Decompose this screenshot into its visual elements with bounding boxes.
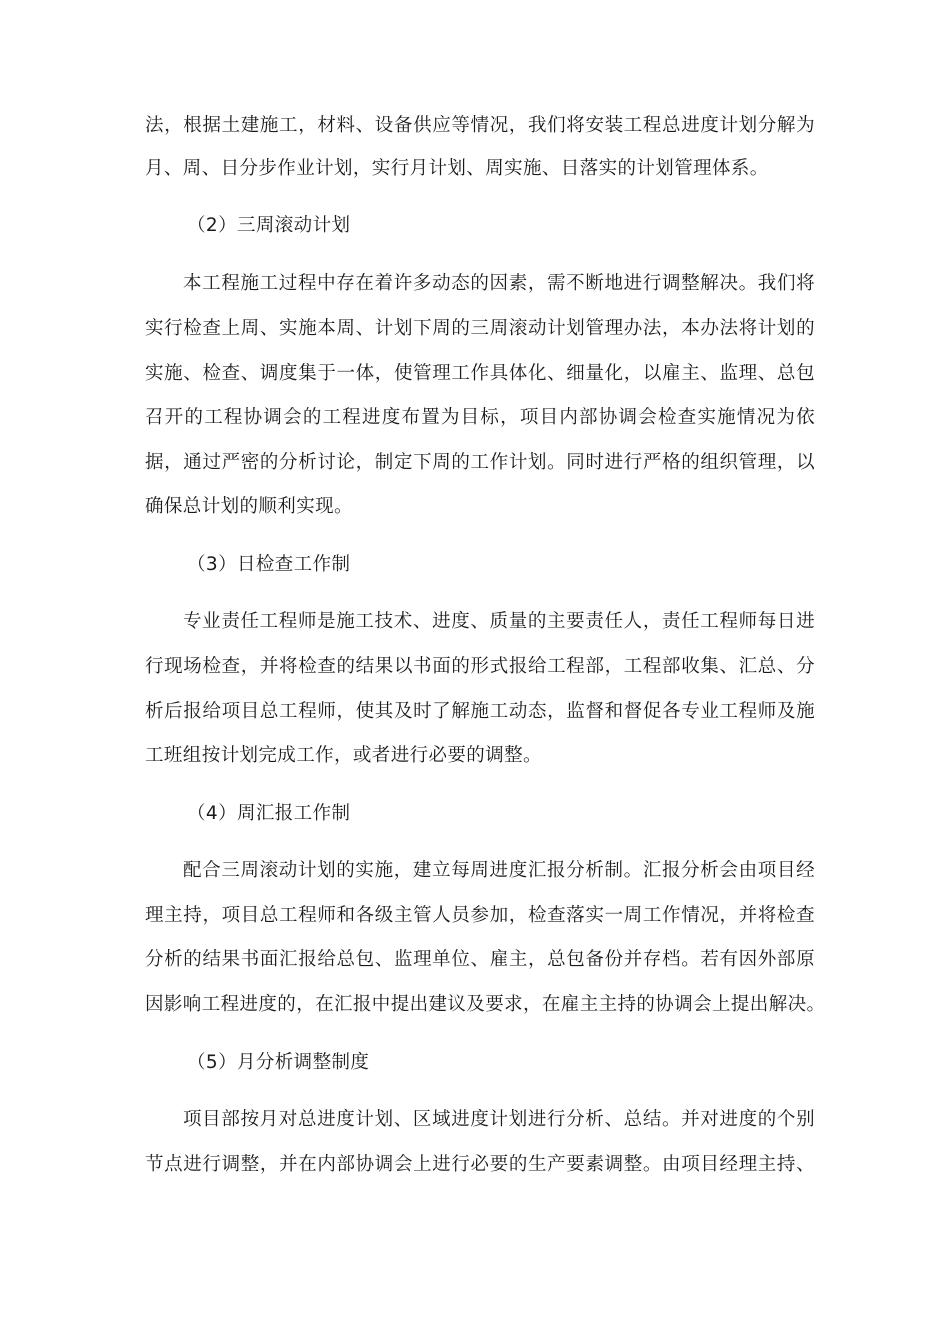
paragraph-line: 项目部按月对总进度计划、区域进度计划进行分析、总结。并对进度的个别 (183, 1109, 815, 1130)
paragraph-line: 月、周、日分步作业计划，实行月计划、周实施、日落实的计划管理体系。 (145, 158, 769, 179)
paragraph-line: 实施、检查、调度集于一体，使管理工作具体化、细量化，以雇主、监理、总包 (145, 363, 815, 384)
paragraph-line: 实行检查上周、实施本周、计划下周的三周滚动计划管理办法，本办法将计划的 (145, 318, 815, 339)
paragraph-line: 本工程施工过程中存在着许多动态的因素，需不断地进行调整解决。我们将 (183, 273, 815, 294)
paragraph-line: 析后报给项目总工程师，使其及时了解施工动态，监督和督促各专业工程师及施 (145, 701, 815, 722)
paragraph-line: 因影响工程进度的，在汇报中提出建议及要求，在雇主主持的协调会上提出解决。 (145, 994, 826, 1015)
paragraph-line: 行现场检查，并将检查的结果以书面的形式报给工程部，工程部收集、汇总、分 (145, 656, 815, 677)
paragraph-line: 确保总计划的顺利实现。 (145, 496, 353, 517)
paragraph-line: 工班组按计划完成工作，或者进行必要的调整。 (145, 745, 542, 766)
paragraph-line: 节点进行调整，并在内部协调会上进行必要的生产要素调整。由项目经理主持、 (145, 1154, 815, 1175)
section-heading: （5）月分析调整制度 (187, 1052, 370, 1073)
paragraph-line: 配合三周滚动计划的实施，建立每周进度汇报分析制。汇报分析会由项目经 (183, 860, 815, 881)
section-heading: （2）三周滚动计划 (187, 215, 351, 236)
paragraph-line: 召开的工程协调会的工程进度布置为目标，项目内部协调会检查实施情况为依 (145, 407, 815, 428)
paragraph-line: 专业责任工程师是施工技术、进度、质量的主要责任人，责任工程师每日进 (183, 611, 815, 632)
paragraph-line: 据，通过严密的分析讨论，制定下周的工作计划。同时进行严格的组织管理，以 (145, 452, 815, 473)
section-heading: （4）周汇报工作制 (187, 803, 351, 824)
paragraph-line: 法，根据土建施工，材料、设备供应等情况，我们将安装工程总进度计划分解为 (145, 115, 815, 136)
paragraph-line: 分析的结果书面汇报给总包、监理单位、雇主，总包备份并存档。若有因外部原 (145, 949, 815, 970)
paragraph-line: 理主持，项目总工程师和各级主管人员参加，检查落实一周工作情况，并将检查 (145, 905, 815, 926)
section-heading: （3）日检查工作制 (187, 554, 351, 575)
